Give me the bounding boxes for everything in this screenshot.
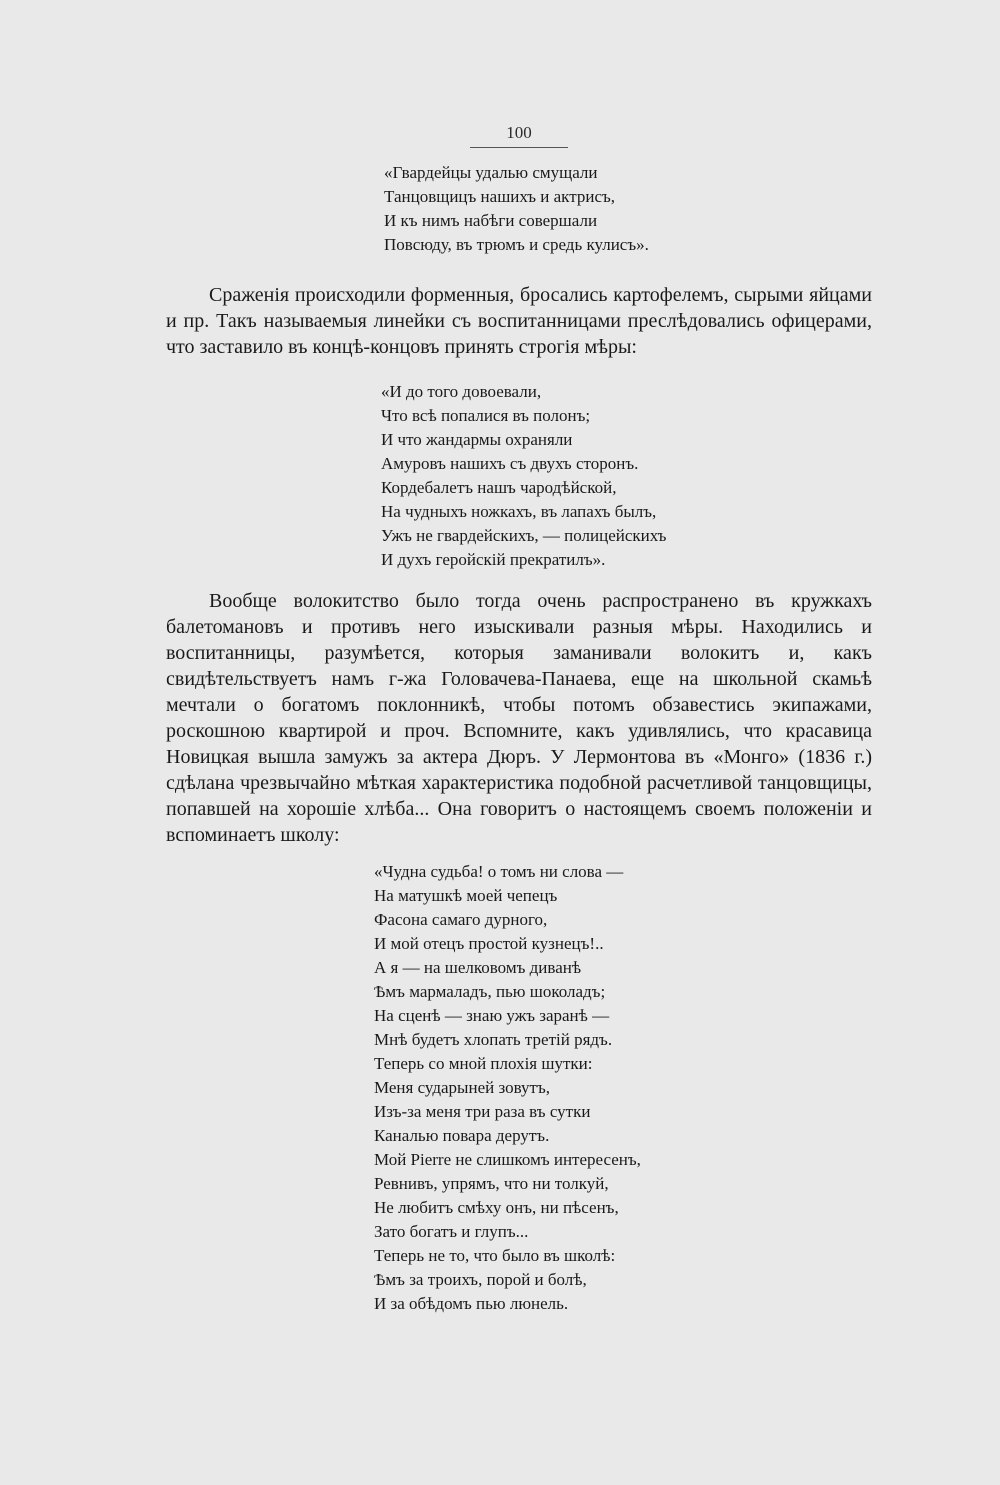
stanza-guardsmen: [384, 161, 649, 257]
paragraph-battles: Сраженія происходили форменныя, бросались картофелемъ, сырыми яйцами и пр. Такъ называемыя линейки съ воспитанницами преслѣдовались офицерами, что заставило въ концѣ-концовъ принять строгія мѣры:: [166, 284, 872, 358]
verse-line: И за обѣдомъ пью люнель.: [374, 1294, 569, 1313]
verse-line: Изъ-за меня три раза въ сутки: [374, 1102, 591, 1121]
verse-line: Ѣмъ мармаладъ, пью шоколадъ;: [374, 982, 606, 1001]
verse-line: «И до того довоевали,: [381, 382, 542, 401]
verse-line: И духъ геройскій прекратилъ».: [381, 550, 606, 569]
verse-line: Ѣмъ за троихъ, порой и болѣ,: [374, 1270, 587, 1289]
verse-line: Ревнивъ, упрямъ, что ни толкуй,: [374, 1174, 609, 1193]
verse-line: Меня сударыней зовутъ,: [374, 1078, 550, 1097]
verse-line: И мой отецъ простой кузнецъ!..: [374, 934, 604, 953]
verse-line: И къ нимъ набѣги совершали: [384, 211, 598, 230]
verse-line: А я — на шелковомъ диванѣ: [374, 958, 582, 977]
verse-line: Что всѣ попалися въ полонъ;: [381, 406, 591, 425]
verse-line: Теперь не то, что было въ школѣ:: [374, 1246, 616, 1265]
verse-line: Каналью повара дерутъ.: [374, 1126, 550, 1145]
verse-line: Повсюду, въ трюмъ и средь кулисъ».: [384, 235, 649, 254]
paragraph-courtship: Вообще волокитство было тогда очень распространено въ кружкахъ балетомановъ и противъ него изыскивали разныя мѣры. Находились и воспитанницы, разумѣется, которыя заманивали волокитъ и, какъ свидѣтельствуетъ намъ г-жа Головачева-Панаева, еще на школьной скамьѣ мечтали о богатомъ поклонникѣ, чтобы потомъ обзавестись экипажами, роскошною квартирой и проч. Вспомните, какъ удивлялись, что красавица Новицкая вышла замужъ за актера Дюръ. У Лермонтова въ «Монго» (1836 г.) сдѣлана чрезвычайно мѣткая характеристика подобной расчетливой танцовщицы, попавшей на хорошіе хлѣба... Она говоритъ о настоящемъ своемъ положеніи и вспоминаетъ школу:: [166, 590, 872, 846]
verse-line: Мой Pierre не слишкомъ интересенъ,: [374, 1150, 641, 1169]
verse-line: Мнѣ будетъ хлопать третій рядъ.: [374, 1030, 613, 1049]
stanza-gendarmes: [381, 380, 666, 572]
verse-line: На сценѣ — знаю ужъ заранѣ —: [374, 1006, 610, 1025]
verse-line: «Гвардейцы удалью смущали: [384, 163, 598, 182]
page-number: 100: [506, 123, 532, 142]
verse-line: На матушкѣ моей чепецъ: [374, 886, 558, 905]
verse-line: «Чудна судьба! о томъ ни слова —: [374, 862, 624, 881]
verse-line: Не любитъ смѣху онъ, ни пѣсенъ,: [374, 1198, 619, 1217]
stanza-mongo-quote: [374, 860, 641, 1316]
verse-line: Фасона самаго дурного,: [374, 910, 548, 929]
verse-line: Амуровъ нашихъ съ двухъ сторонъ.: [381, 454, 639, 473]
page-number-rule: [470, 147, 568, 148]
verse-line: Танцовщицъ нашихъ и актрисъ,: [384, 187, 616, 206]
verse-line: Ужъ не гвардейскихъ, — полицейскихъ: [381, 526, 667, 545]
verse-line: Кордебалетъ нашъ чародѣйской,: [381, 478, 617, 497]
verse-line: И что жандармы охраняли: [381, 430, 573, 449]
verse-line: Теперь со мной плохія шутки:: [374, 1054, 593, 1073]
verse-line: На чудныхъ ножкахъ, въ лапахъ былъ,: [381, 502, 657, 521]
verse-line: Зато богатъ и глупъ...: [374, 1222, 529, 1241]
